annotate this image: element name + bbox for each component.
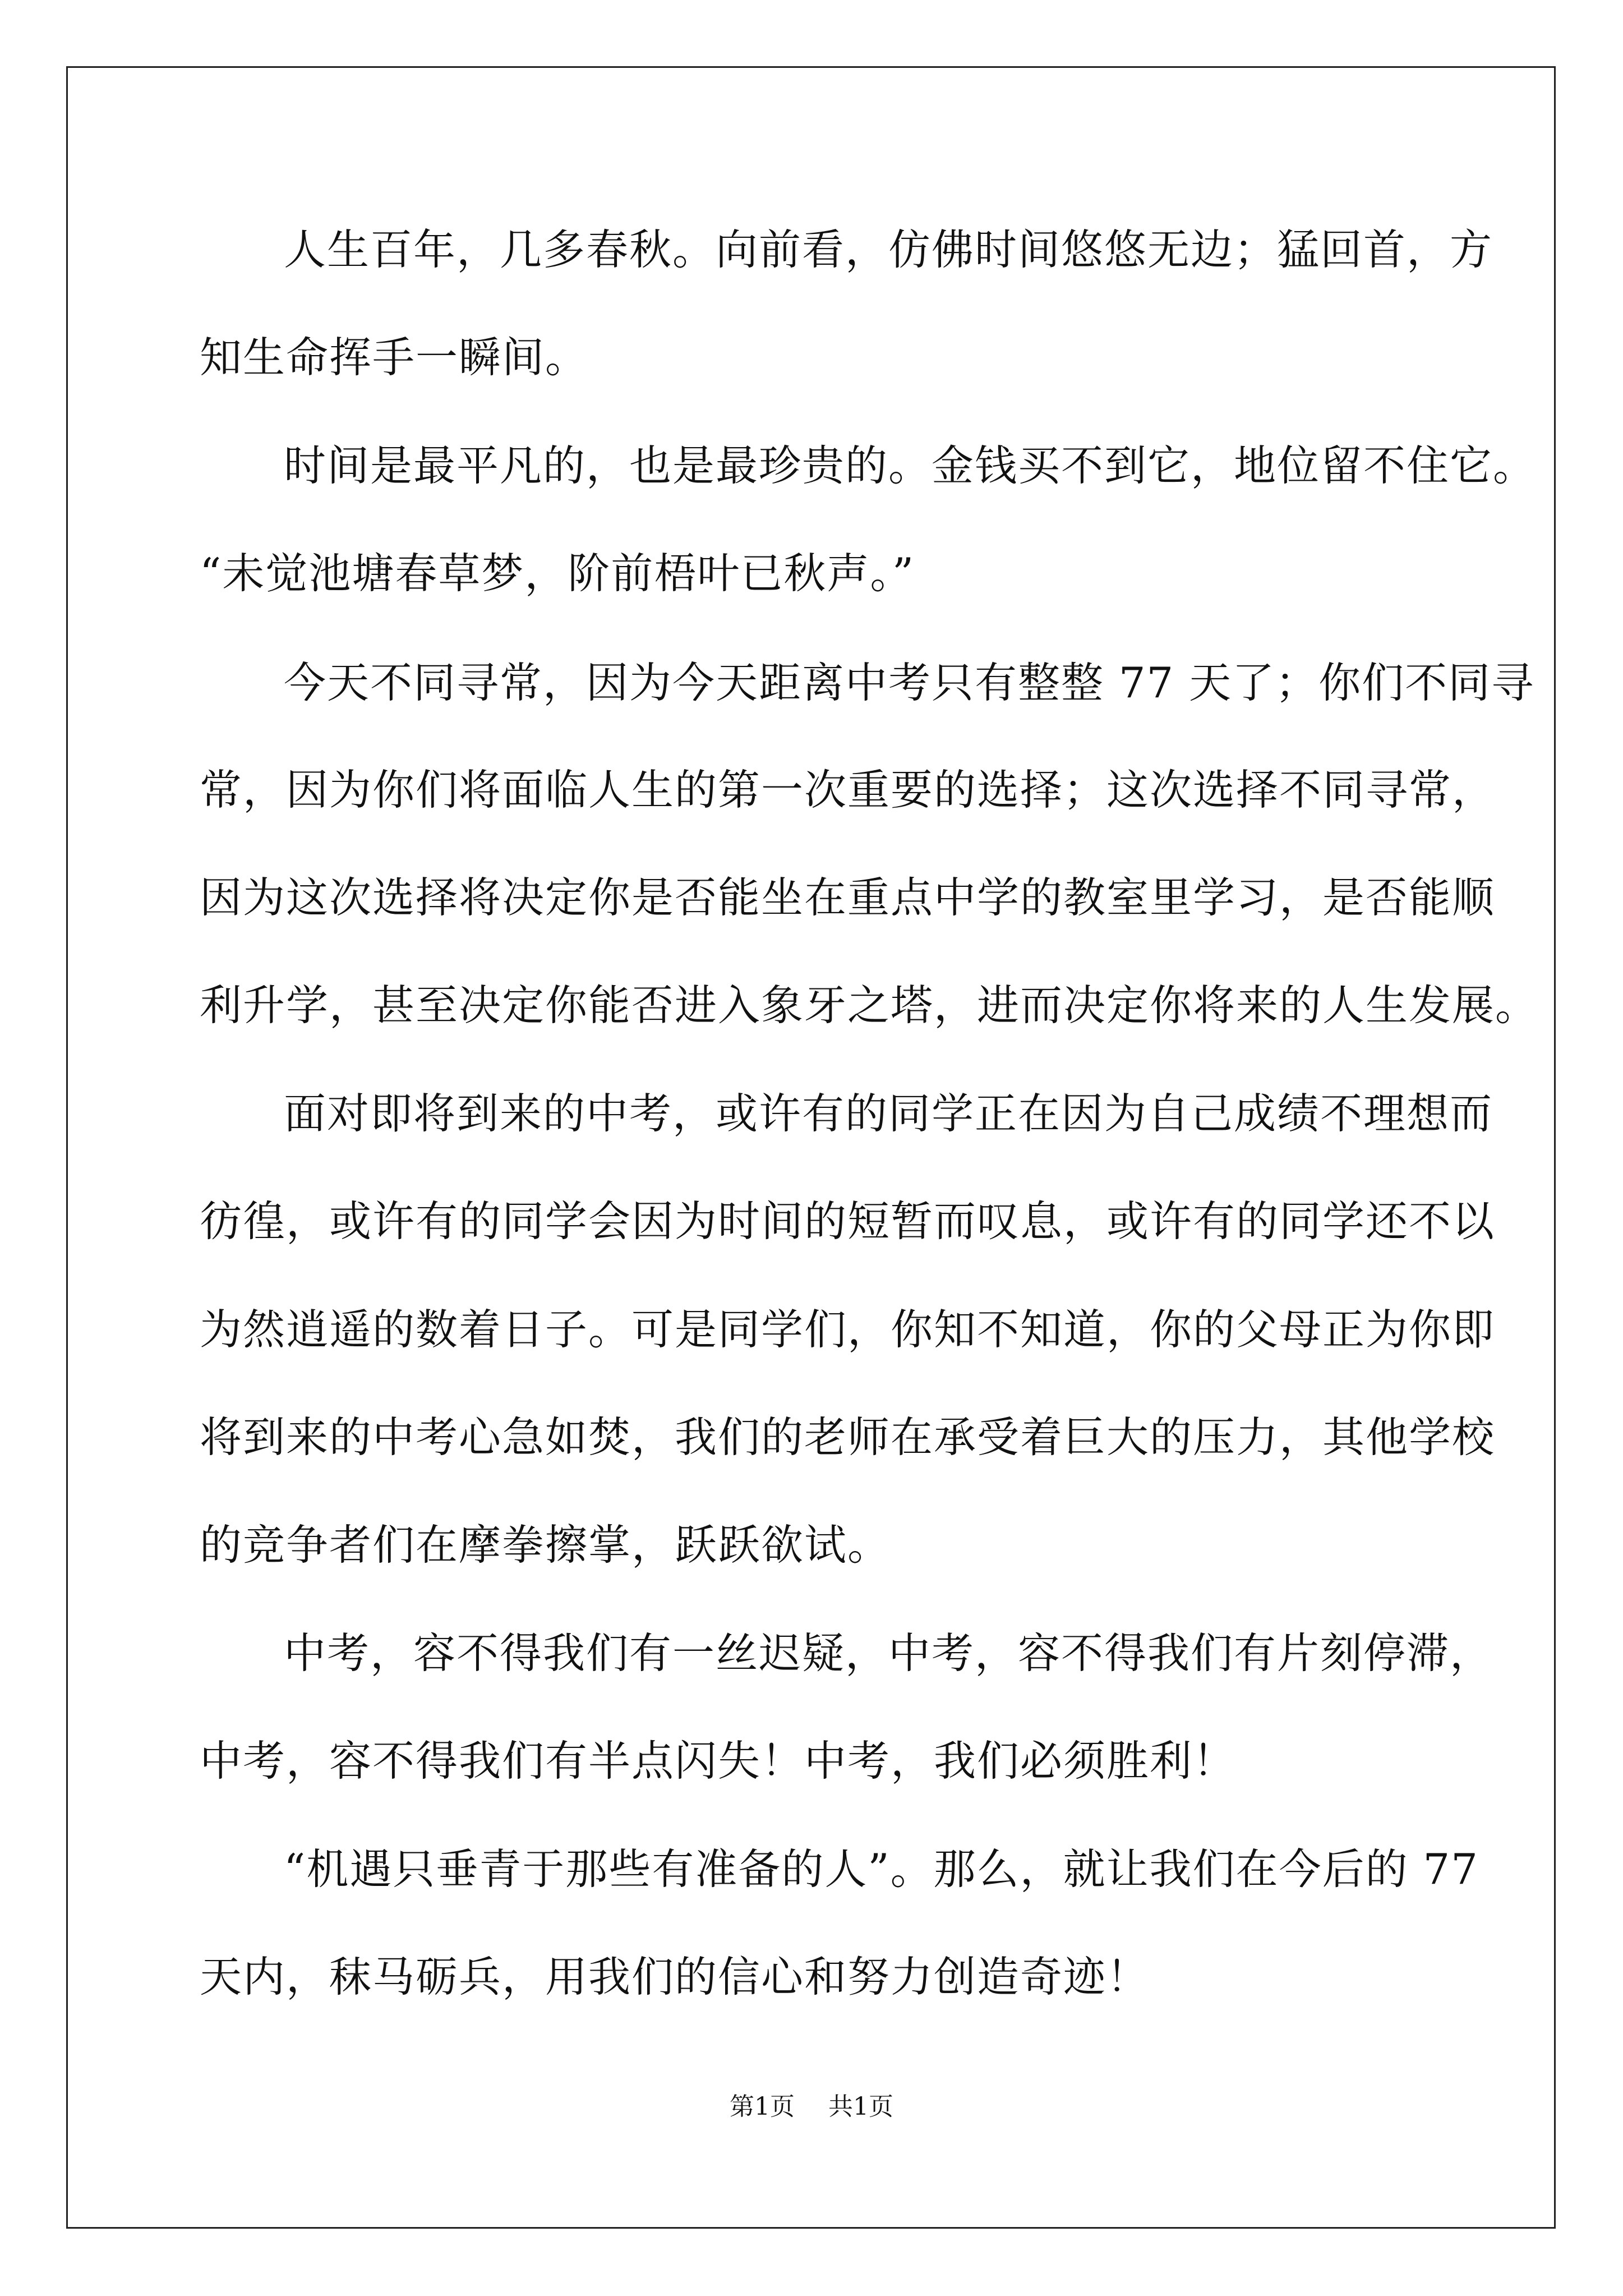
page-number-total: 共1页 bbox=[828, 2092, 893, 2121]
paragraph-3-line-2: 常，因为你们将面临人生的第一次重要的选择；这次选择不同寻常， bbox=[200, 765, 1496, 815]
paragraph-4-line-4: 将到来的中考心急如焚，我们的老师在承受着巨大的压力，其他学校 bbox=[200, 1412, 1496, 1462]
paragraph-1-line-1: 人生百年，几多春秋。向前看，仿佛时间悠悠无边；猛回首，方 bbox=[284, 225, 1493, 274]
paragraph-3-line-1: 今天不同寻常，因为今天距离中考只有整整 77 天了；你们不同寻 bbox=[284, 658, 1535, 707]
page-border bbox=[66, 66, 1556, 2229]
paragraph-2-line-2: “未觉池塘春草梦，阶前梧叶已秋声。” bbox=[200, 549, 915, 598]
page-number-current: 第1页 bbox=[730, 2092, 795, 2121]
paragraph-4-line-5: 的竞争者们在摩拳擦掌，跃跃欲试。 bbox=[200, 1520, 891, 1570]
paragraph-2-line-1: 时间是最平凡的，也是最珍贵的。金钱买不到它，地位留不住它。 bbox=[284, 441, 1537, 490]
paragraph-3-line-3: 因为这次选择将决定你是否能坐在重点中学的教室里学习，是否能顺 bbox=[200, 873, 1496, 922]
paragraph-3-line-4: 利升学，甚至决定你能否进入象牙之塔，进而决定你将来的人生发展。 bbox=[200, 981, 1539, 1030]
paragraph-6-line-1: “机遇只垂青于那些有准备的人”。那么，就让我们在今后的 77 bbox=[284, 1844, 1479, 1894]
paragraph-4-line-1: 面对即将到来的中考，或许有的同学正在因为自己成绩不理想而 bbox=[284, 1089, 1493, 1138]
paragraph-1-line-2: 知生命挥手一瞬间。 bbox=[200, 333, 589, 382]
page-footer bbox=[0, 2090, 1623, 2124]
paragraph-5-line-2: 中考，容不得我们有半点闪失！中考，我们必须胜利！ bbox=[200, 1736, 1237, 1786]
paragraph-4-line-3: 为然逍遥的数着日子。可是同学们，你知不知道，你的父母正为你即 bbox=[200, 1305, 1496, 1354]
paragraph-5-line-1: 中考，容不得我们有一丝迟疑，中考，容不得我们有片刻停滞， bbox=[284, 1628, 1493, 1678]
paragraph-6-line-2: 天内，秣马砺兵，用我们的信心和努力创造奇迹！ bbox=[200, 1952, 1150, 2001]
paragraph-4-line-2: 彷徨，或许有的同学会因为时间的短暂而叹息，或许有的同学还不以 bbox=[200, 1197, 1496, 1246]
